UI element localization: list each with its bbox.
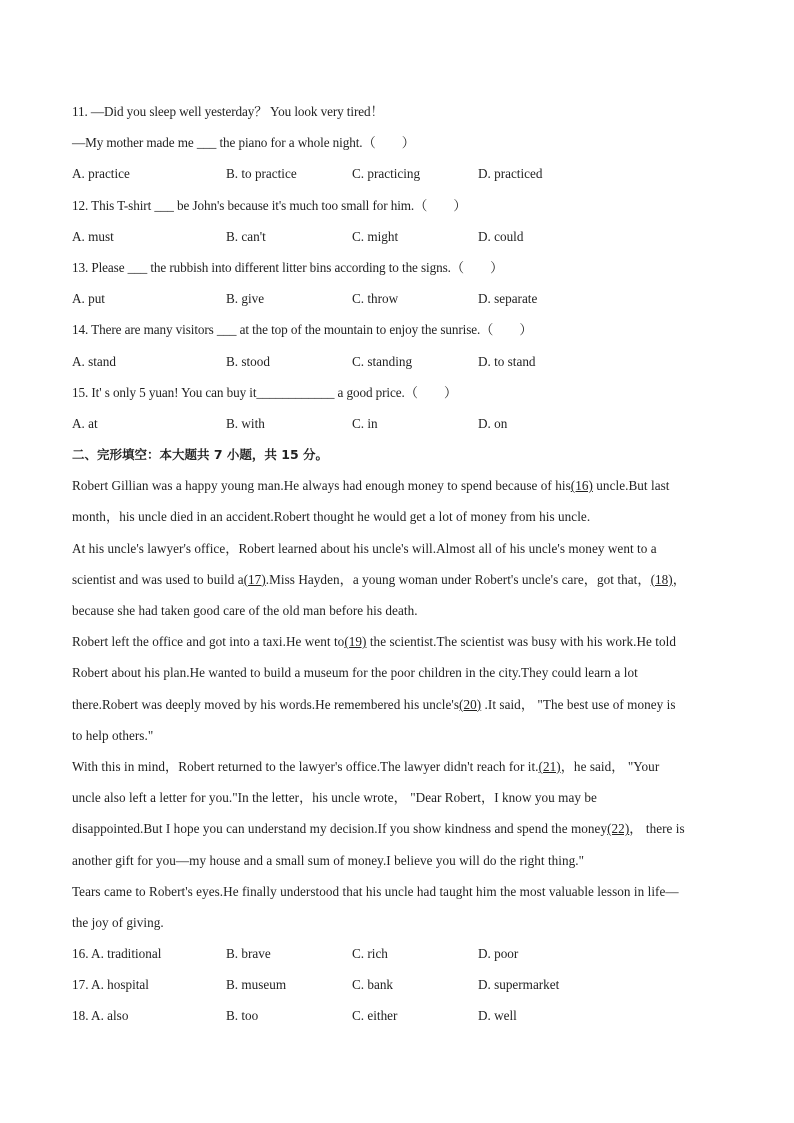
passage-text: At his uncle's lawyer's office，Robert learned about his uncle's will.Almost all of his uncle's money went to a (72, 540, 657, 556)
option-b: B. brave (226, 946, 271, 962)
blank-number: (22) (607, 821, 630, 837)
option-a: 17. A. hospital (72, 977, 149, 993)
options-row (72, 346, 722, 377)
option-a: 18. A. also (72, 1008, 129, 1024)
option-a: A. at (72, 415, 98, 431)
question-stem: —My mother made me ___ the piano for a whole night.（ ） (72, 135, 415, 151)
question-stem: 11. —Did you sleep well yesterday？ You look very tired！ (72, 104, 384, 119)
passage-line (72, 907, 722, 938)
option-c: C. bank (352, 977, 394, 993)
passage-line (72, 595, 722, 626)
passage-text: the joy of giving. (72, 914, 164, 930)
passage-text: to help others." (72, 727, 154, 743)
option-c: C. throw (352, 291, 399, 307)
blank-number: (17) (243, 571, 266, 587)
passage-line (72, 720, 722, 751)
passage-text: scientist and was used to build a (72, 571, 244, 587)
options-row (72, 221, 722, 252)
blank-number: (16) (570, 478, 593, 494)
option-d: D. to stand (478, 353, 536, 369)
question-stem: 12. This T-shirt ___ be John's because it's much too small for him.（ ） (72, 197, 467, 213)
passage-text: month，his uncle died in an accident.Robert thought he would get a lot of money from his uncle. (72, 509, 591, 525)
passage-text: another gift for you—my house and a small sum of money.I believe you will do the right thing." (72, 852, 585, 868)
passage-line (72, 876, 722, 907)
passage-text: .Miss Hayden，a young woman under Robert's uncle's care，got that， (265, 571, 651, 587)
question-stem: 14. There are many visitors ___ at the top of the mountain to enjoy the sunrise.（ ） (72, 322, 533, 338)
option-a: A. must (72, 228, 114, 244)
option-a: A. put (72, 291, 105, 307)
option-c: C. rich (352, 946, 388, 962)
option-c: C. standing (352, 353, 413, 369)
passage-line (72, 533, 722, 564)
option-b: B. to practice (226, 166, 297, 182)
option-b: B. museum (226, 977, 287, 993)
option-a: A. stand (72, 353, 116, 369)
section-title: 二、完形填空：本大题共 7 小题，共 15 分。 (72, 447, 329, 463)
passage-line (72, 845, 722, 876)
option-a: A. practice (72, 166, 130, 182)
option-d: D. separate (478, 291, 538, 307)
passage-text: disappointed.But I hope you can understand my decision.If you show kindness and spend the money (72, 821, 608, 837)
passage-text: Robert Gillian was a happy young man.He always had enough money to spend because of his (72, 478, 571, 494)
blank-number: (19) (344, 634, 367, 650)
passage-text: the scientist.The scientist was busy with his work.He told (366, 634, 677, 650)
passage-line (72, 751, 722, 782)
blank-number: (21) (538, 758, 561, 774)
option-b: B. can't (226, 228, 266, 244)
passage-text: Robert about his plan.He wanted to build a museum for the poor children in the city.They could learn a lot (72, 665, 638, 681)
option-c: C. either (352, 1008, 398, 1024)
option-d: D. supermarket (478, 977, 560, 993)
passage-text: Robert left the office and got into a taxi.He went to (72, 634, 345, 650)
exam-page (72, 96, 722, 1032)
question-stem: 15. It' s only 5 yuan! You can buy it____________ a good price.（ ） (72, 384, 458, 400)
passage-text: uncle also left a letter for you."In the letter，his uncle wrote， "Dear Robert，I know you may be (72, 790, 597, 806)
passage-line (72, 501, 722, 532)
options-row (72, 1000, 722, 1031)
options-row (72, 158, 722, 189)
blank-number: (18) (650, 571, 673, 587)
options-row (72, 408, 722, 439)
question-stem: 13. Please ___ the rubbish into different litter bins according to the signs.（ ） (72, 259, 504, 275)
passage-line (72, 689, 722, 720)
passage-text: With this in mind，Robert returned to the lawyer's office.The lawyer didn't reach for it. (72, 758, 539, 774)
option-c: C. might (352, 228, 399, 244)
options-row (72, 969, 722, 1000)
option-d: D. well (478, 1008, 517, 1024)
passage-line (72, 657, 722, 688)
passage-line (72, 470, 722, 501)
options-row (72, 283, 722, 314)
option-d: D. on (478, 415, 508, 431)
option-d: D. practiced (478, 166, 543, 182)
option-b: B. with (226, 415, 265, 431)
option-b: B. too (226, 1008, 259, 1024)
passage-text: Tears came to Robert's eyes.He finally understood that his uncle had taught him the most valuable lesson in life— (72, 883, 679, 899)
option-c: C. in (352, 415, 378, 431)
passage-text: ，he said， "Your (560, 758, 660, 774)
passage-line (72, 564, 722, 595)
passage-line (72, 626, 722, 657)
passage-text: uncle.But last (592, 478, 670, 494)
option-c: C. practicing (352, 166, 421, 182)
option-a: 16. A. traditional (72, 946, 162, 962)
option-d: D. poor (478, 946, 519, 962)
passage-text: .It said， "The best use of money is (481, 696, 676, 712)
options-row (72, 938, 722, 969)
option-b: B. stood (226, 353, 270, 369)
passage-text: there.Robert was deeply moved by his words.He remembered his uncle's (72, 696, 460, 712)
passage-text: because she had taken good care of the old man before his death. (72, 603, 418, 618)
passage-text: ， (672, 571, 686, 587)
passage-text: ， there is (629, 821, 685, 837)
option-d: D. could (478, 228, 524, 244)
passage-line (72, 782, 722, 813)
option-b: B. give (226, 291, 265, 307)
passage-line (72, 813, 722, 844)
blank-number: (20) (459, 696, 482, 712)
